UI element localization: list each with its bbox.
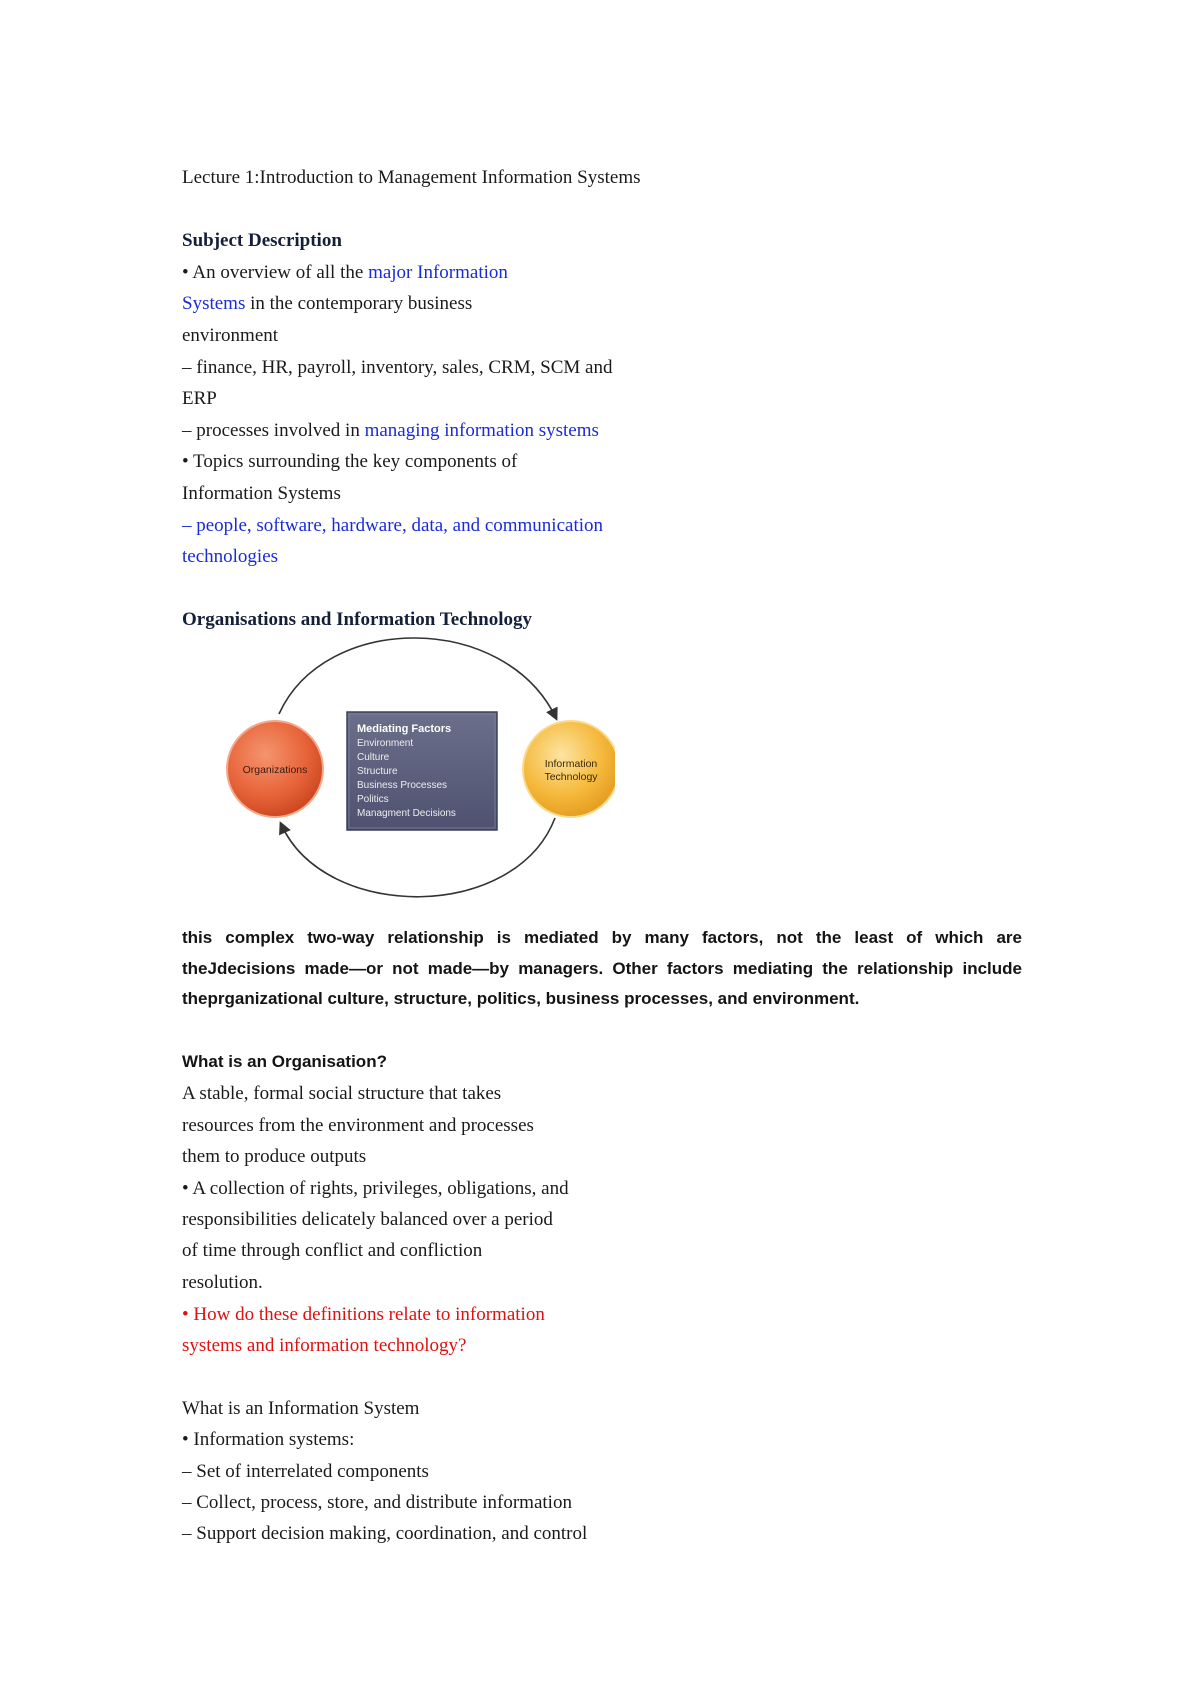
mediating-factor-item: Culture bbox=[357, 752, 390, 763]
subject-line-1-text: • An overview of all the bbox=[182, 262, 369, 283]
what-is-information-system-heading: What is an Information System bbox=[182, 1398, 420, 1419]
subject-line-6 bbox=[182, 421, 599, 440]
organisation-line-1: A stable, formal social structure that takes bbox=[182, 1083, 502, 1104]
relationship-paragraph-line-1: this complex two-way relationship is mediated by many factors, not the least of which are bbox=[182, 928, 1022, 947]
organisation-line-2: resources from the environment and processes bbox=[182, 1115, 534, 1136]
organisation-question-line-1: • How do these definitions relate to information bbox=[182, 1304, 545, 1325]
mediating-factor-item: Business Processes bbox=[357, 780, 448, 791]
document-title: Lecture 1:Introduction to Management Information Systems bbox=[182, 167, 641, 188]
information-system-line-2: – Set of interrelated components bbox=[182, 1461, 429, 1482]
subject-line-2-text: in the contemporary business bbox=[245, 293, 473, 314]
organisation-line-5: responsibilities delicately balanced over a period bbox=[182, 1209, 553, 1230]
subject-line-8: Information Systems bbox=[182, 483, 341, 504]
org-it-heading: Organisations and Information Technology bbox=[182, 609, 532, 630]
organisation-line-4: • A collection of rights, privileges, obligations, and bbox=[182, 1178, 569, 1199]
information-system-line-3: – Collect, process, store, and distribute information bbox=[182, 1492, 572, 1513]
organisation-line-6: of time through conflict and confliction bbox=[182, 1240, 483, 1261]
information-technology-label-1: Information bbox=[544, 758, 598, 770]
relationship-paragraph-line-2: theJdecisions made—or not made—by managers. Other factors mediating the relationship include bbox=[182, 959, 1022, 978]
subject-line-3: environment bbox=[182, 325, 279, 346]
subject-line-2 bbox=[182, 294, 472, 313]
information-system-line-4: – Support decision making, coordination, and control bbox=[182, 1523, 588, 1544]
subject-line-9: – people, software, hardware, data, and communication bbox=[182, 515, 604, 536]
top-arrow-arc bbox=[279, 638, 556, 718]
organisation-line-3: them to produce outputs bbox=[182, 1146, 367, 1167]
subject-line-6-text: – processes involved in bbox=[182, 420, 365, 441]
organisation-question-line-2: systems and information technology? bbox=[182, 1335, 467, 1356]
mediating-factor-item: Politics bbox=[357, 794, 389, 805]
information-system-line-1: • Information systems: bbox=[182, 1429, 355, 1450]
subject-line-5: ERP bbox=[182, 388, 217, 409]
subject-line-1 bbox=[182, 263, 508, 282]
mediating-factor-item: Structure bbox=[357, 766, 398, 777]
subject-line-4: – finance, HR, payroll, inventory, sales, CRM, SCM and bbox=[182, 357, 613, 378]
organizations-label: Organizations bbox=[242, 764, 308, 776]
subject-line-10: technologies bbox=[182, 546, 279, 567]
subject-description-heading: Subject Description bbox=[182, 230, 342, 251]
information-technology-label-2: Technology bbox=[544, 771, 598, 783]
org-it-diagram bbox=[215, 632, 615, 907]
organisation-line-7: resolution. bbox=[182, 1272, 263, 1293]
subject-line-7: • Topics surrounding the key components of bbox=[182, 451, 518, 472]
mediating-factor-item: Managment Decisions bbox=[357, 808, 456, 819]
subject-line-2-highlight: Systems bbox=[182, 293, 246, 314]
subject-line-1-highlight: major Information bbox=[368, 262, 508, 283]
what-is-organisation-heading: What is an Organisation? bbox=[182, 1052, 387, 1071]
mediating-factor-item: Environment bbox=[357, 738, 414, 749]
relationship-paragraph-line-3: theprganizational culture, structure, politics, business processes, and environment. bbox=[182, 989, 860, 1008]
subject-line-6-highlight: managing information systems bbox=[364, 420, 599, 441]
mediating-factors-title: Mediating Factors bbox=[357, 723, 452, 735]
